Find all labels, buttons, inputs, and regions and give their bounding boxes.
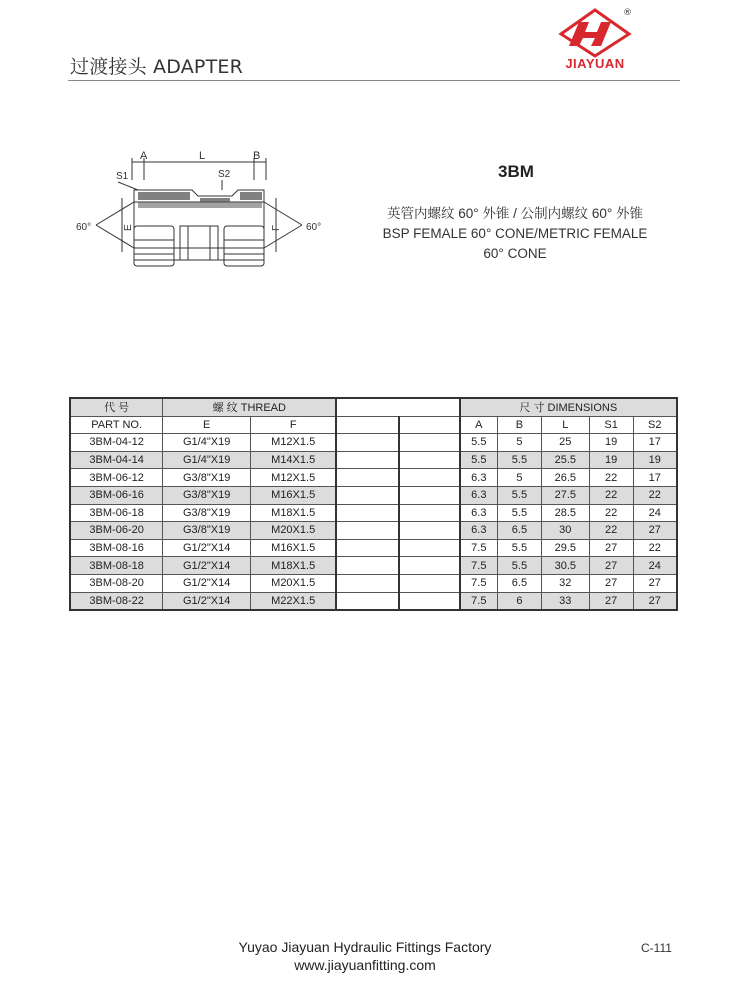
dim-label-e: E <box>123 224 134 231</box>
registered-mark: ® <box>623 8 632 18</box>
table-cell: 29.5 <box>541 539 589 557</box>
table-cell: 6.3 <box>460 522 498 540</box>
table-cell: 7.5 <box>460 557 498 575</box>
table-row <box>70 451 677 469</box>
table-row <box>70 434 677 452</box>
table-cell: M18X1.5 <box>251 504 337 522</box>
table-cell: 28.5 <box>541 504 589 522</box>
footer-company: Yuyao Jiayuan Hydraulic Fittings Factory <box>238 939 492 955</box>
table-cell: M20X1.5 <box>251 522 337 540</box>
column-header: PART NO. <box>70 416 163 434</box>
column-header: A <box>460 416 498 434</box>
group-header-dimensions: 尺 寸 DIMENSIONS <box>460 398 677 416</box>
table-cell: M14X1.5 <box>251 451 337 469</box>
table-gap-cell <box>336 416 399 434</box>
table-cell: 3BM-08-22 <box>70 592 163 610</box>
table-cell: M22X1.5 <box>251 592 337 610</box>
column-header: F <box>251 416 337 434</box>
column-header: S2 <box>633 416 677 434</box>
header-divider <box>68 80 680 81</box>
table-cell: 27 <box>589 539 633 557</box>
table-cell: M18X1.5 <box>251 557 337 575</box>
table-cell: 27 <box>633 592 677 610</box>
table-cell: G1/4"X19 <box>163 434 251 452</box>
table-cell: 25.5 <box>541 451 589 469</box>
table-cell: 27 <box>589 574 633 592</box>
table-cell: G3/8"X19 <box>163 522 251 540</box>
table-cell: 3BM-08-16 <box>70 539 163 557</box>
product-code: 3BM <box>498 162 534 181</box>
column-header: B <box>498 416 542 434</box>
table-cell: 30.5 <box>541 557 589 575</box>
table-row <box>70 486 677 504</box>
table-gap-cell <box>399 504 460 522</box>
table-cell: 5.5 <box>498 504 542 522</box>
table-cell: 27 <box>633 574 677 592</box>
table-cell: 3BM-04-14 <box>70 451 163 469</box>
table-gap-cell <box>399 557 460 575</box>
table-cell: 27.5 <box>541 486 589 504</box>
column-header: E <box>163 416 251 434</box>
table-cell: 25 <box>541 434 589 452</box>
table-cell: 19 <box>633 451 677 469</box>
table-cell: 3BM-08-20 <box>70 574 163 592</box>
table-cell: M12X1.5 <box>251 434 337 452</box>
adapter-drawing <box>72 140 362 280</box>
table-gap-cell <box>336 522 399 540</box>
table-cell: 27 <box>589 592 633 610</box>
table-cell: 7.5 <box>460 574 498 592</box>
table-row <box>70 592 677 610</box>
description-line-en-1: BSP FEMALE 60° CONE/METRIC FEMALE <box>382 226 648 241</box>
angle-right: 60° <box>306 222 322 233</box>
table-gap-cell <box>336 486 399 504</box>
table-gap-cell <box>399 486 460 504</box>
table-cell: G1/2"X14 <box>163 574 251 592</box>
table-row <box>70 469 677 487</box>
table-gap-cell <box>399 434 460 452</box>
table-cell: 19 <box>589 451 633 469</box>
page-title: 过渡接头 ADAPTER <box>70 56 244 78</box>
table-gap-cell <box>336 574 399 592</box>
table-cell: 22 <box>589 486 633 504</box>
table-cell: 5.5 <box>498 451 542 469</box>
group-header-thread: 螺 纹 THREAD <box>163 398 337 416</box>
brand-logo <box>555 8 635 76</box>
table-cell: 6.3 <box>460 486 498 504</box>
table-cell: G3/8"X19 <box>163 486 251 504</box>
table-cell: 27 <box>589 557 633 575</box>
table-cell: 19 <box>589 434 633 452</box>
table-cell: 6.3 <box>460 504 498 522</box>
table-gap-cell <box>399 416 460 434</box>
footer-website: www.jiayuanfitting.com <box>294 957 436 973</box>
table-cell: G3/8"X19 <box>163 469 251 487</box>
table-cell: 32 <box>541 574 589 592</box>
dim-label-f: F <box>271 224 282 231</box>
table-gap-cell <box>399 592 460 610</box>
table-cell: 3BM-04-12 <box>70 434 163 452</box>
table-cell: 6.3 <box>460 469 498 487</box>
brand-name: JIAYUAN <box>565 56 625 71</box>
table-cell: 33 <box>541 592 589 610</box>
table-cell: 3BM-06-20 <box>70 522 163 540</box>
footer <box>150 938 580 974</box>
table-row <box>70 504 677 522</box>
table-cell: 24 <box>633 557 677 575</box>
table-cell: 5.5 <box>460 451 498 469</box>
table-cell: 5.5 <box>460 434 498 452</box>
table-cell: M12X1.5 <box>251 469 337 487</box>
table-gap-cell <box>399 522 460 540</box>
group-header-code: 代 号 <box>70 398 163 416</box>
table-cell: M20X1.5 <box>251 574 337 592</box>
dimensions-table <box>69 397 678 611</box>
dim-label-s2: S2 <box>218 169 231 180</box>
table-gap-cell <box>336 539 399 557</box>
table-cell: 7.5 <box>460 539 498 557</box>
table-cell: 6 <box>498 592 542 610</box>
table-gap-cell <box>399 469 460 487</box>
dim-label-b: B <box>253 150 261 162</box>
table-gap-cell <box>336 434 399 452</box>
table-cell: 17 <box>633 469 677 487</box>
table-gap-cell <box>336 469 399 487</box>
table-cell: 3BM-06-12 <box>70 469 163 487</box>
table-gap-cell <box>336 557 399 575</box>
table-gap-cell <box>336 592 399 610</box>
table-cell: 22 <box>633 539 677 557</box>
table-cell: 5.5 <box>498 557 542 575</box>
table-cell: 5 <box>498 469 542 487</box>
table-row <box>70 557 677 575</box>
dim-label-a: A <box>140 150 148 162</box>
table-row <box>70 539 677 557</box>
table-cell: 6.5 <box>498 574 542 592</box>
table-cell: 22 <box>589 522 633 540</box>
table-cell: M16X1.5 <box>251 539 337 557</box>
table-cell: G1/2"X14 <box>163 592 251 610</box>
description-line-cn: 英管内螺纹 60° 外锥 / 公制内螺纹 60° 外锥 <box>386 206 644 221</box>
table-body <box>70 434 677 610</box>
table-cell: 3BM-06-18 <box>70 504 163 522</box>
table-cell: M16X1.5 <box>251 486 337 504</box>
table-cell: 30 <box>541 522 589 540</box>
table-cell: 5.5 <box>498 539 542 557</box>
table-cell: G1/2"X14 <box>163 557 251 575</box>
table-cell: G1/4"X19 <box>163 451 251 469</box>
table-gap-cell <box>399 539 460 557</box>
table-cell: 26.5 <box>541 469 589 487</box>
table-cell: 6.5 <box>498 522 542 540</box>
table-cell: 22 <box>589 469 633 487</box>
table-cell: 3BM-08-18 <box>70 557 163 575</box>
table-cell: 5.5 <box>498 486 542 504</box>
table-cell: G1/2"X14 <box>163 539 251 557</box>
table-cell: 17 <box>633 434 677 452</box>
table-gap-cell <box>399 574 460 592</box>
table-row <box>70 574 677 592</box>
table-cell: 27 <box>633 522 677 540</box>
product-description <box>360 204 670 264</box>
column-header: L <box>541 416 589 434</box>
table-gap-cell <box>336 398 459 416</box>
table-column-header <box>70 416 677 434</box>
dim-label-s1: S1 <box>116 171 129 182</box>
table-group-header <box>70 398 677 416</box>
table-gap-cell <box>336 504 399 522</box>
table-cell: 22 <box>589 504 633 522</box>
dim-label-l: L <box>199 150 206 162</box>
table-gap-cell <box>399 451 460 469</box>
table-gap-cell <box>336 451 399 469</box>
table-cell: G3/8"X19 <box>163 504 251 522</box>
table-row <box>70 522 677 540</box>
table-cell: 7.5 <box>460 592 498 610</box>
table-cell: 5 <box>498 434 542 452</box>
page-number: C-111 <box>641 941 672 955</box>
table-cell: 24 <box>633 504 677 522</box>
angle-left: 60° <box>76 222 92 233</box>
description-line-en-2: 60° CONE <box>483 246 547 261</box>
table-cell: 22 <box>633 486 677 504</box>
table-cell: 3BM-06-16 <box>70 486 163 504</box>
column-header: S1 <box>589 416 633 434</box>
